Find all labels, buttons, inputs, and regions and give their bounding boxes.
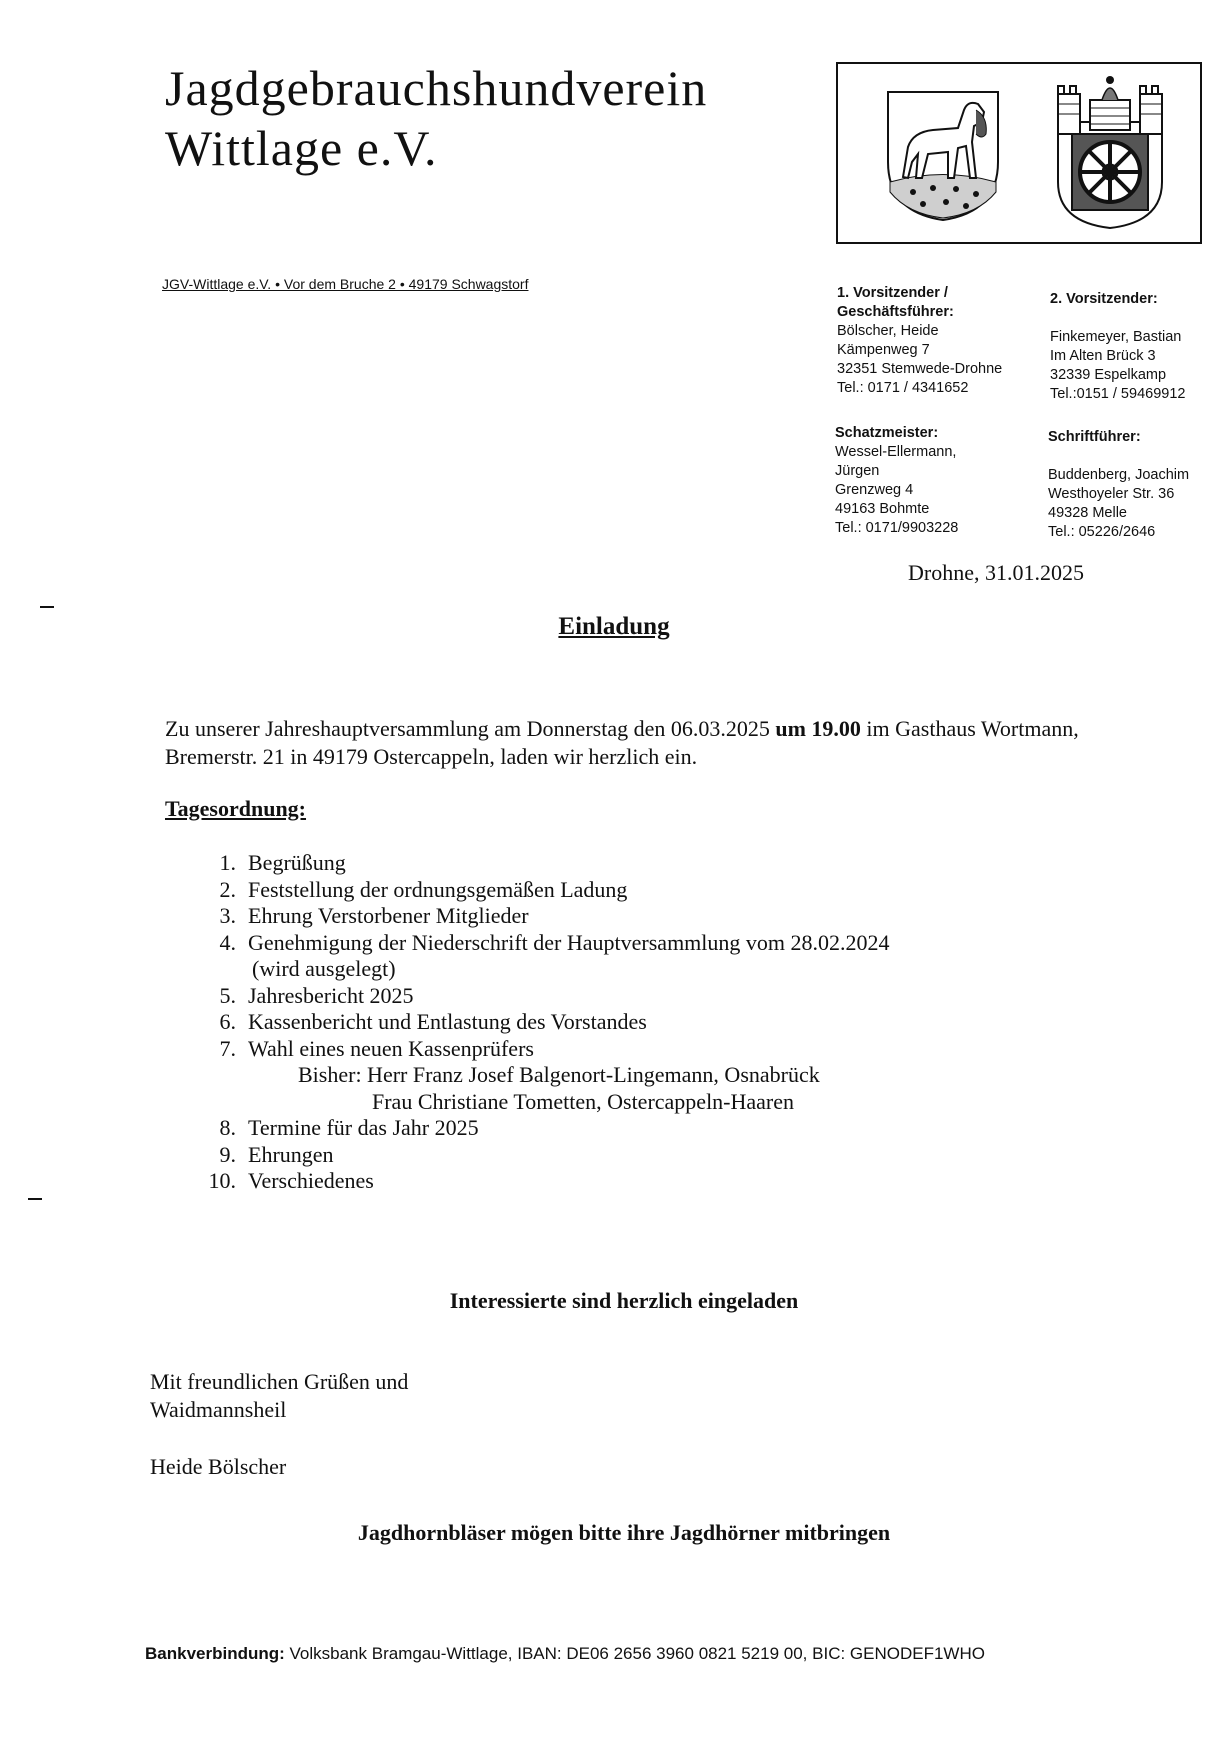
fold-mark	[40, 606, 54, 608]
dog-crest-icon	[878, 82, 1008, 224]
secretary-name: Buddenberg, Joachim	[1048, 467, 1190, 483]
chair1-name: Bölscher, Heide	[837, 323, 939, 339]
interested-note: Interessierte sind herzlich eingeladen	[449, 1288, 799, 1313]
secretary-street: Westhoyeler Str. 36	[1048, 486, 1175, 502]
treasurer-name-line1: Wessel-Ellermann,	[835, 444, 957, 460]
crest-box	[836, 62, 1202, 244]
sender-address-line: JGV-Wittlage e.V. • Vor dem Bruche 2 • 49179 Schwagstorf	[162, 276, 529, 292]
board-secretary-block	[1048, 428, 1189, 542]
closing-line1: Mit freundlichen Grüßen und	[150, 1369, 409, 1394]
chair2-phone: Tel.:0151 / 59469912	[1050, 386, 1186, 402]
chair2-name: Finkemeyer, Bastian	[1050, 329, 1182, 345]
organization-name-line1: Jagdgebrauchshundverein	[165, 60, 708, 116]
invitation-text-part1: Zu unserer Jahreshauptversammlung am Donnerstag den 06.03.2025	[165, 716, 776, 741]
board-treasurer-block	[835, 424, 958, 538]
fold-mark	[28, 1198, 42, 1200]
chair1-phone: Tel.: 0171 / 4341652	[837, 380, 969, 396]
letter-date: Drohne, 31.01.2025	[908, 560, 1084, 585]
chair1-role-line1: 1. Vorsitzender /	[837, 285, 948, 301]
agenda-title: Tagesordnung:	[165, 796, 307, 821]
agenda-item: 3. Ehrung Verstorbener Mitglieder	[219, 903, 529, 928]
bank-text: Volksbank Bramgau-Wittlage, IBAN: DE06 2656 3960 0821 5219 00, BIC: GENODEF1WHO	[284, 1644, 985, 1663]
bank-label: Bankverbindung:	[145, 1644, 285, 1663]
agenda-list	[196, 850, 890, 1195]
treasurer-phone: Tel.: 0171/9903228	[835, 520, 959, 536]
agenda-item-note: (wird ausgelegt)	[252, 956, 396, 981]
invitation-text	[165, 715, 1125, 771]
closing-line2: Waidmannsheil	[150, 1397, 287, 1422]
secretary-role: Schriftführer:	[1048, 429, 1141, 445]
agenda-item-note: Frau Christiane Tometten, Ostercappeln-Haaren	[372, 1088, 795, 1114]
agenda-item-note: Bisher: Herr Franz Josef Balgenort-Lingemann, Osnabrück	[298, 1062, 820, 1087]
chair2-street: Im Alten Brück 3	[1050, 348, 1156, 364]
agenda-item: 5. Jahresbericht 2025	[219, 982, 414, 1008]
chair1-city: 32351 Stemwede-Drohne	[837, 361, 1003, 377]
signer-name: Heide Bölscher	[150, 1454, 287, 1479]
organization-name-line2: Wittlage e.V.	[165, 120, 438, 176]
agenda-item: 1. Begrüßung	[219, 850, 346, 875]
treasurer-street: Grenzweg 4	[835, 482, 914, 498]
agenda-item: 9. Ehrungen	[219, 1141, 334, 1167]
board-chair2-block	[1050, 290, 1185, 404]
treasurer-city: 49163 Bohmte	[835, 501, 930, 517]
chair2-role: 2. Vorsitzender:	[1050, 291, 1158, 307]
agenda-item: 7. Wahl eines neuen Kassenprüfers	[219, 1035, 534, 1061]
page-title: Einladung	[558, 613, 670, 640]
agenda-item: 6. Kassenbericht und Entlastung des Vorstandes	[219, 1009, 647, 1034]
agenda-item: 4. Genehmigung der Niederschrift der Hauptversammlung vom 28.02.2024	[219, 929, 890, 955]
secretary-city: 49328 Melle	[1048, 505, 1127, 521]
secretary-phone: Tel.: 05226/2646	[1048, 524, 1156, 540]
board-chair1-block	[837, 284, 1002, 398]
invitation-time: um 19.00	[775, 716, 861, 741]
agenda-item: 2. Feststellung der ordnungsgemäßen Ladung	[219, 876, 628, 902]
closing-greeting	[150, 1368, 408, 1424]
organization-title	[165, 58, 707, 178]
chair1-role-line2: Geschäftsführer:	[837, 304, 954, 320]
bank-details	[145, 1644, 985, 1664]
treasurer-role: Schatzmeister:	[835, 425, 939, 441]
treasurer-name-line2: Jürgen	[835, 463, 880, 479]
agenda-item: 8. Termine für das Jahr 2025	[219, 1115, 479, 1140]
agenda-item: 10. Verschiedenes	[208, 1168, 374, 1193]
castle-wheel-crest-icon	[1050, 72, 1170, 232]
horn-note: Jagdhornbläser mögen bitte ihre Jagdhörner mitbringen	[357, 1520, 891, 1545]
invitation-text-part2: im Gasthaus Wortmann, Bremerstr. 21 in 49179 Ostercappeln, laden wir herzlich ein.	[165, 716, 1079, 769]
chair2-city: 32339 Espelkamp	[1050, 367, 1167, 383]
chair1-street: Kämpenweg 7	[837, 342, 930, 358]
